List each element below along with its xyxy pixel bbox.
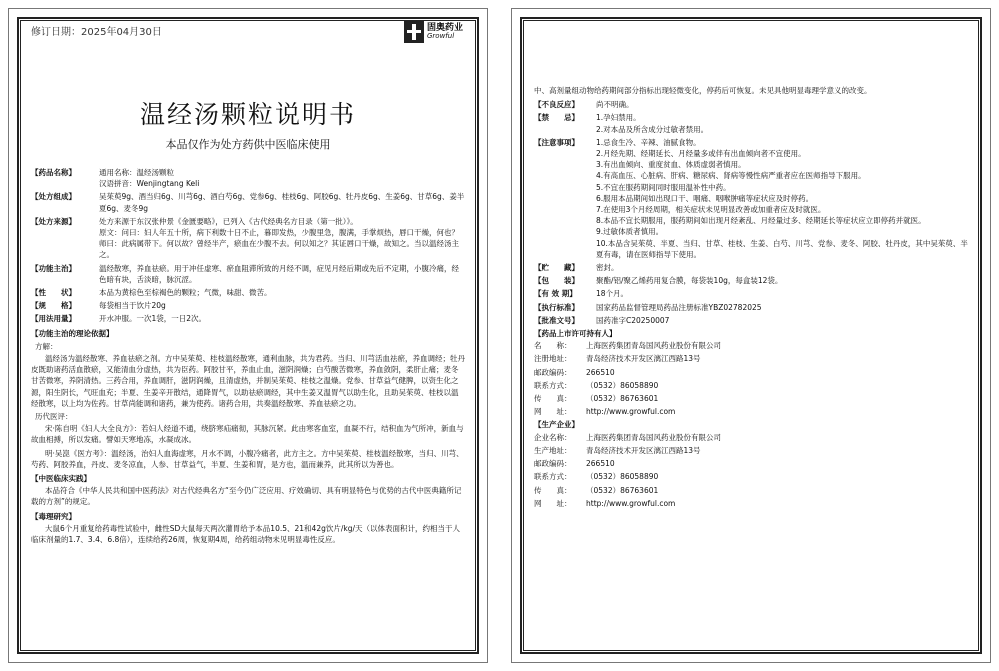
contact-row <box>534 432 968 443</box>
field-label: 【处方组成】 <box>31 192 76 202</box>
field-value <box>99 263 465 285</box>
field-row <box>534 99 968 110</box>
field-label: 【规 格】 <box>31 301 76 311</box>
field-line: 处方来源于东汉张仲景《金匮要略》，已列入《古代经典名方目录（第一批）》。 <box>99 216 358 226</box>
contact-key: 注册地址： <box>534 354 572 364</box>
field-label: 【用法用量】 <box>31 314 76 324</box>
subsection-header: 历代医评： <box>35 412 73 422</box>
contact-key: 邮政编码： <box>534 459 572 469</box>
field-value <box>596 99 968 110</box>
continued-text: 中、高剂量组动物给药期间部分指标出现轻微变化，停药后可恢复。未见具他明显毒理学意义的改变。 <box>534 86 872 95</box>
field-label: 【性 状】 <box>31 288 76 298</box>
contact-row <box>534 471 968 482</box>
field-line: 尚不明确。 <box>596 100 634 110</box>
contact-value: 上海医药集团青岛国风药业股份有限公司 <box>586 341 721 351</box>
field-label: 【处方来源】 <box>31 216 76 226</box>
logo-en-text: Growful <box>426 32 455 40</box>
field-line: 1.孕妇禁用。 <box>596 113 641 123</box>
field-line: 国药准字C20250007 <box>596 315 670 325</box>
contact-value: （0532）86763601 <box>586 485 659 495</box>
field-line: 本品为黄棕色至棕褐色的颗粒；气微，味甜、微苦。 <box>99 288 272 298</box>
field-value <box>99 167 465 189</box>
field-row <box>31 216 465 261</box>
field-value <box>596 302 968 313</box>
field-line: 10.本品含吴茱萸、半夏、当归、甘草、桂枝、生姜、白芍、川芎、党参、麦冬、阿胶、牡丹皮，其中吴茱萸、半夏有毒，请在医师指导下使用。 <box>596 238 968 259</box>
history-entry: 宋·陈自明《妇人大全良方》：若妇人经道不通，绕脐寒疝痛彻，其脉沉紧。此由寒客血室，血凝不行，结积血为气所冲，新血与故血相搏，所以发痛。譬如天寒地冻，水凝成冰。 <box>31 424 464 445</box>
field-value <box>99 313 465 324</box>
fangjie-text: 温经汤为温经散寒、养血祛瘀之剂。方中吴茱萸、桂枝温经散寒，通利血脉，共为君药。当归、川芎活血祛瘀，养血调经；牡丹皮既助诸药活血散瘀，又能清血分虚热，共为臣药。阿胶甘平，养血止血，滋阴润燥；白芍酸苦微寒，养血敛阴，柔肝止痛；麦冬甘苦微寒，养阴清热。三药合用，养血调肝，滋阴润燥，且清虚热，并制吴茱萸、桂枝之温燥。党参、甘草益气健脾，以资生化之源，阳生阴长，气旺血充；半夏、生姜辛开散结，通降胃气，以助祛瘀调经，其中生姜又温胃气以助生化，且助吴茱萸、桂枝以温经散寒，以上均为佐药。甘草尚能调和诸药，兼为使药。诸药合用，共奏温经散寒、养血祛瘀之功。 <box>31 354 465 408</box>
field-value <box>596 262 968 273</box>
field-line: 4.有高血压、心脏病、肝病、糖尿病、肾病等慢性病严重者应在医师指导下服用。 <box>596 171 866 181</box>
contact-row <box>534 380 968 391</box>
field-value <box>596 315 968 326</box>
contact-row <box>534 353 968 364</box>
field-row <box>534 262 968 273</box>
field-value <box>99 191 465 213</box>
contact-value: 青岛经济技术开发区漓江西路13号 <box>586 445 701 455</box>
field-line: 8.本品不宜长期服用，服药期间如出现月经紊乱、月经量过多、经期延长等症状应立即停药并就医。 <box>596 216 926 226</box>
field-value <box>99 287 465 298</box>
field-label: 【包 装】 <box>534 276 579 286</box>
document-title: 温经汤颗粒说明书 <box>139 100 356 129</box>
field-label: 【注意事项】 <box>534 137 579 147</box>
field-row <box>31 191 465 213</box>
field-row <box>31 300 465 311</box>
field-line: 3.有出血倾向、重度贫血、体质虚弱者慎用。 <box>596 160 746 170</box>
leaflet-page-right <box>511 8 991 663</box>
right-content <box>534 85 968 511</box>
field-value <box>596 288 968 299</box>
contact-key: 邮政编码： <box>534 367 572 377</box>
field-line: 温经散寒，养血祛瘀。用于冲任虚寒、瘀血阻滞所致的月经不调，症见月经后期或先后不定期，小腹冷痛，经色暗有块，舌淡暗，脉沉涩。 <box>99 263 459 284</box>
field-row <box>534 275 968 286</box>
contact-row <box>534 445 968 456</box>
section-header: 【药品上市许可持有人】 <box>534 329 617 339</box>
logo-cn-text: 固奥药业 <box>426 23 463 33</box>
field-row <box>31 287 465 298</box>
revision-date: 修订日期：2025年04月30日 <box>31 27 162 38</box>
field-value <box>596 275 968 286</box>
field-line: 国家药品监督管理局药品注册标准YBZ02782025 <box>596 302 762 312</box>
field-label: 【执行标准】 <box>534 302 579 312</box>
contact-value: http://www.growful.com <box>586 407 676 417</box>
toxicology-text: 大鼠6个月重复给药毒性试验中，雌性SD大鼠每天两次灌胃给予本品10.5、21和42g饮片/kg/天（以体表面积计，约相当于人临床剂量的1.7、3.4、6.8倍），连续给药26周，恢复期4周，给药组动物未见明显毒性反应。 <box>31 523 461 545</box>
field-row <box>31 263 465 285</box>
contact-value: 青岛经济技术开发区漓江西路13号 <box>586 354 701 364</box>
company-logo <box>404 21 463 43</box>
contact-key: 网 址： <box>534 498 572 508</box>
field-line: 18个月。 <box>596 289 629 299</box>
contact-value: 266510 <box>586 367 615 377</box>
contact-value: http://www.growful.com <box>586 498 676 508</box>
document-subtitle: 本品仅作为处方药供中医临床使用 <box>165 138 331 151</box>
field-value <box>99 216 465 261</box>
field-label: 【有 效 期】 <box>534 289 577 299</box>
contact-key: 传 真： <box>534 394 572 404</box>
field-line: 原文：问曰：妇人年五十所，病下利数十日不止，暮即发热，少腹里急，腹满，手掌烦热，唇口干燥，何也？师曰：此病属带下。何以故？曾经半产，瘀血在少腹不去。何以知之？其证唇口干燥，故知之。当以温经汤主之。 <box>99 228 459 260</box>
field-line: 9.过敏体质者慎用。 <box>596 227 664 237</box>
field-line: 开水冲服。一次1袋，一日2次。 <box>99 314 207 324</box>
field-line: 通用名称：温经汤颗粒 <box>99 168 174 177</box>
contact-value: 上海医药集团青岛国风药业股份有限公司 <box>586 432 721 442</box>
field-label: 【药品名称】 <box>31 168 76 177</box>
section-header: 【毒理研究】 <box>31 511 76 521</box>
left-content <box>31 167 465 547</box>
field-row <box>534 315 968 326</box>
contact-value: 266510 <box>586 459 615 469</box>
contact-row <box>534 458 968 469</box>
history-entry: 明·吴崑《医方考》：温经汤，治妇人血海虚寒，月水不调，小腹冷痛者，此方主之。方中吴茱萸、桂枝温经散寒，当归、川芎、芍药、阿胶养血，丹皮、麦冬凉血，人参、甘草益气，半夏、生姜和胃，是方也，温而兼养，此其所以为善也。 <box>31 448 464 469</box>
subsection-header: 方解： <box>35 341 58 351</box>
contact-value: （0532）86058890 <box>586 380 659 390</box>
section-header: 【生产企业】 <box>534 420 579 430</box>
logo-mark-icon <box>404 21 424 43</box>
contact-key: 网 址： <box>534 407 572 417</box>
contact-row <box>534 498 968 509</box>
field-line: 聚酯/铝/聚乙烯药用复合膜，每袋装10g，每盒装12袋。 <box>596 276 783 286</box>
contact-row <box>534 340 968 351</box>
field-label: 【贮 藏】 <box>534 263 579 273</box>
contact-value: （0532）86763601 <box>586 394 659 404</box>
field-row <box>534 302 968 313</box>
field-line: 每袋相当于饮片20g <box>99 301 166 311</box>
field-row <box>31 167 465 189</box>
field-line: 吴茱萸9g、酒当归6g、川芎6g、酒白芍6g、党参6g、桂枝6g、阿胶6g、牡丹皮6g、生姜6g、甘草6g、姜半夏6g、麦冬9g <box>99 192 465 213</box>
contact-key: 传 真： <box>534 485 572 495</box>
field-label: 【批准文号】 <box>534 315 579 325</box>
contact-key: 联系方式： <box>534 472 572 482</box>
field-line: 7.在使用3个月经周期，相关症状未见明显改善或加重者应及时就医。 <box>596 205 826 215</box>
contact-key: 企业名称： <box>534 432 572 442</box>
leaflet-page-left <box>8 8 488 663</box>
field-line: 6.服用本品期间如出现口干、咽痛、咽喉肿痛等症状应及时停药。 <box>596 193 814 203</box>
field-row <box>31 313 465 324</box>
field-value <box>596 112 968 134</box>
field-row <box>534 288 968 299</box>
contact-key: 生产地址： <box>534 445 572 455</box>
field-label: 【禁 忌】 <box>534 113 579 123</box>
field-line: 2.对本品及所含成分过敏者禁用。 <box>596 124 709 134</box>
field-line: 汉语拼音：Wenjingtang Keli <box>99 179 200 189</box>
contact-row <box>534 367 968 378</box>
field-value <box>596 137 968 260</box>
section-header: 【功能主治的理论依据】 <box>31 328 114 338</box>
contact-row <box>534 406 968 417</box>
contact-key: 联系方式： <box>534 380 572 390</box>
field-line: 5.不宜在服药期间同时服用温补性中药。 <box>596 182 731 192</box>
field-line: 2.月经先期、经期延长、月经量多或伴有出血倾向者不宜使用。 <box>596 149 806 159</box>
contact-row <box>534 393 968 404</box>
section-header: 【中医临床实践】 <box>31 474 91 484</box>
field-line: 密封。 <box>596 263 619 273</box>
field-label: 【功能主治】 <box>31 263 76 273</box>
field-line: 1.忌食生冷、辛辣、油腻食物。 <box>596 137 701 147</box>
field-value <box>99 300 465 311</box>
clinical-text: 本品符合《中华人民共和国中医药法》对古代经典名方“至今仍广泛应用、疗效确切、具有明显特色与优势的古代中医典籍所记载的方剂”的规定。 <box>31 486 462 507</box>
contact-key: 名 称： <box>534 341 572 351</box>
contact-value: （0532）86058890 <box>586 472 659 482</box>
field-row <box>534 137 968 260</box>
field-row <box>534 112 968 134</box>
field-label: 【不良反应】 <box>534 100 579 110</box>
contact-row <box>534 485 968 496</box>
